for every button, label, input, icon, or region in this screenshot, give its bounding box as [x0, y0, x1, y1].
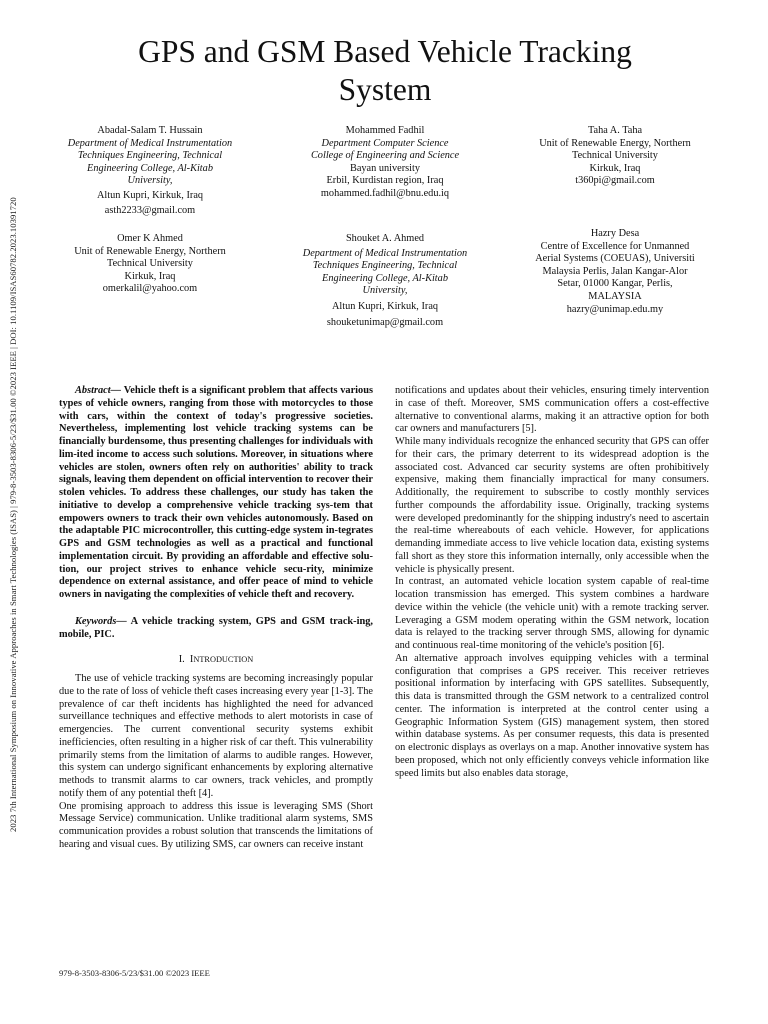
author-block-2	[285, 125, 485, 201]
side-doi-banner: 2023 7th International Symposium on Innovative Approaches in Smart Technologies (ISAS) | 979-8-3503-8306-5/23/$31.00 ©2023 IEEE | DOI: 10.1109/ISAS60782.2023.10391720	[8, 197, 18, 832]
author-affiliation: Department of Medical Instrumentation Techniques Engineering, Technical Engineering College, Al-Kitab University,	[67, 137, 233, 187]
author-email: shouketunimap@gmail.com	[326, 316, 444, 328]
paragraph: In contrast, an automated vehicle location system capable of real-time location transmission has emerged. This system combines a hardware device within the vehicle (the vehicle unit) with a remote tracking server. Leveraging a GSM modem operating within the GSM network, location data is relayed to the tracking server through SMS, allowing for dynamic and continuous real-time monitoring of the vehicle's position [6].	[395, 576, 709, 651]
author-block-3	[515, 125, 715, 188]
right-column	[395, 385, 709, 780]
author-block-6	[515, 228, 715, 316]
copyright-footer: 979-8-3503-8306-5/23/$31.00 ©2023 IEEE	[59, 968, 210, 978]
author-address: Altun Kupri, Kirkuk, Iraq	[331, 300, 439, 312]
author-email: t360pi@gmail.com	[575, 175, 655, 187]
keywords	[59, 616, 373, 642]
author-email: hazry@unimap.edu.my	[566, 303, 664, 315]
keywords-text: A vehicle tracking system, GPS and GSM track-ing, mobile, PIC.	[59, 615, 374, 640]
paragraph: The use of vehicle tracking systems are becoming increasingly popular due to the rate of loss of vehicle theft cases increasing every year [1-3]. The prevalence of car theft incidents has highlighted the need for advanced surveillance techniques and effective methods to alert motorists in case of emergencies. The current conventional security systems exhibit inefficiencies, often resulting in a higher risk of car theft. This vulnerability primarily stems from the limitation of alarms to audible ranges. However, this system can undergo significant enhancements by exploring alternative methods to transmit alarms to car owners, track vehicles, and promptly notify them of any potential theft [4].	[59, 673, 373, 799]
author-block-4	[55, 233, 245, 296]
author-address: Unit of Renewable Energy, Northern Technical University Kirkuk, Iraq	[74, 245, 226, 282]
author-affiliation: Department Computer Science College of Engineering and Science	[310, 137, 460, 162]
author-email: asth2233@gmail.com	[104, 204, 196, 216]
author-name: Mohammed Fadhil	[345, 125, 425, 136]
author-name: Taha A. Taha	[587, 125, 643, 136]
paragraph: While many individuals recognize the enhanced security that GPS can offer for their cars, the primary deterrent to its widespread adoption is the associated cost. Advanced car security systems are often prohibitively expensive, making them financially impractical for many consumers. Additionally, the requirement to subscribe to costly monthly services further compounds the affordability issue. Originally, tracking systems were developed predominantly for the shipping industry's need to ascertain the real-time whereabouts of each vehicle. However, for applications demanding immediate access to live vehicle location data, existing systems fall short as they store this information internally, only accessible when the vehicle is physically present.	[395, 436, 709, 575]
paragraph: An alternative approach involves equipping vehicles with a terminal configuration that comprises a GPS receiver. This receiver retrieves positional information by interfacing with GPS satellites. Subsequently, this data is transmitted through the GSM network to a centralized control center. The information is interpreted at the control center using a Geographic Information System (GIS) management system, then stored within database systems. As per consumer requests, this data is presented on electronic displays as overlays on a map. Another innovative system has been proposed, which not only efficiently conveys vehicle information like speed limits but also enables data storage,	[395, 652, 709, 779]
title-line-1: GPS and GSM Based Vehicle Tracking	[138, 34, 632, 69]
author-email: mohammed.fadhil@bnu.edu.iq	[320, 187, 450, 199]
author-name: Hazry Desa	[590, 228, 640, 239]
author-name: Shouket A. Ahmed	[345, 233, 425, 244]
paragraph: notifications and updates about their vehicles, ensuring timely intervention in case of theft. Moreover, SMS communication offers a cost-effective alternative to conventional alarms, making it an attractive option for both car owners and manufacturers [5].	[395, 385, 709, 435]
abstract	[59, 385, 373, 602]
author-affiliation: Department of Medical Instrumentation Techniques Engineering, Technical Engineering College, Al-Kitab University,	[302, 247, 468, 297]
left-column	[59, 385, 373, 852]
author-block-1	[55, 125, 245, 217]
paper-title	[60, 33, 710, 109]
abstract-label: Abstract—	[75, 385, 121, 396]
author-address: Bayan university Erbil, Kurdistan region, Iraq	[326, 162, 444, 187]
author-email: omerkalil@yahoo.com	[102, 283, 198, 295]
author-address: Unit of Renewable Energy, Northern Technical University Kirkuk, Iraq	[539, 137, 691, 174]
author-name: Omer K Ahmed	[117, 233, 183, 244]
abstract-text: Vehicle theft is a significant problem that affects various types of vehicle owners, ranging from those with motorcycles to those with cars, within the context of today's progressive societies. Nevertheless, implementing lost vehicle tracking systems can be financially burdensome, thus presenting challenges for individuals with lim-ited income to access such solutions. Moreover, in situations where vehicles are stolen, owners often rely on authorities' ability to track signals, leaving them dependent on official intervention to recover their stolen vehicles. To address these challenges, our study has taken the initiative to develop a comprehensive vehicle tracking sys-tem that empowers owners to track their own vehicles autonomously. Based on the adaptable PIC microcontroller, this cutting-edge system in-tegrates GPS and GSM technologies as well as a practical and functional implementation circuit. By providing an affordable and effective solu-tion, our project strives to enhance vehicle secu-rity, minimize dependence on external assistance, and offer peace of mind to vehicle owners in navigating the complexities of vehicle theft and recovery.	[59, 385, 374, 600]
paragraph: One promising approach to address this issue is leveraging SMS (Short Message Service) communication. Unlike traditional alarm systems, SMS communication provides a robust solution that transcends the limitations of hearing and visual cues. By utilizing SMS, car owners can receive instant	[59, 800, 373, 850]
author-block-5	[285, 233, 485, 329]
section-heading-introduction: I. INTRODUCTION	[178, 654, 254, 666]
author-address: Centre of Excellence for Unmanned Aerial Systems (COEUAS), Universiti Malaysia Perlis, Jalan Kangar-Alor Setar, 01000 Kangar, Perlis, MALAYSIA	[535, 240, 695, 302]
author-name: Abadal-Salam T. Hussain	[97, 125, 203, 136]
title-line-2: System	[338, 72, 432, 107]
keywords-label: Keywords—	[75, 615, 127, 627]
author-address: Altun Kupri, Kirkuk, Iraq	[96, 189, 204, 201]
